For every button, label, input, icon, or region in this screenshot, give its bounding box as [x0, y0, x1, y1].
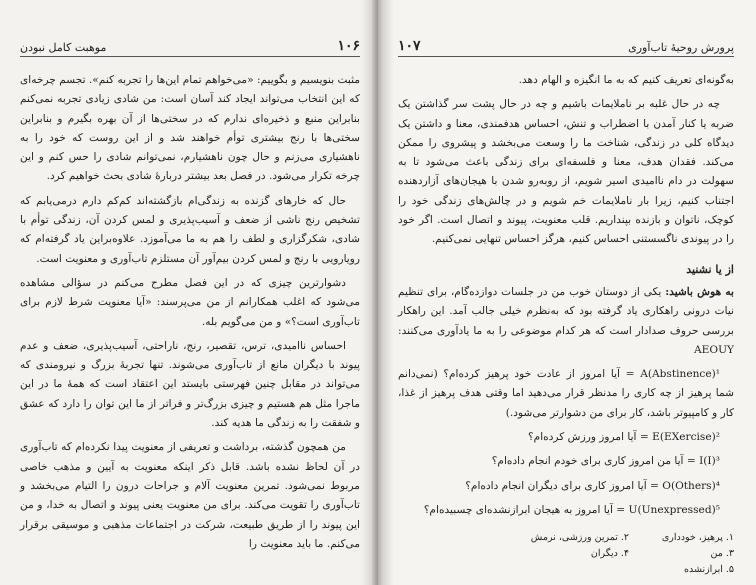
footnote-3: ۳. من	[710, 548, 734, 560]
section-paragraph-text: یکی از دوستان خوب من در جلسات دوازده‌گام، برای تنظیم نیات درونی راهکاری یاد گرفته بود که به‌نظرم خیلی جالب آمد. این راهکار بررسی حروف صدادار است که هر کدام موضوعی را به ما یادآوری می‌کنند: AEOUY	[398, 285, 734, 356]
right-paragraph-1: به‌گونه‌ای تعریف کنیم که به ما انگیزه و الهام دهد.	[518, 74, 734, 86]
left-page-body	[20, 71, 360, 554]
left-page-number: ۱۰۶	[337, 38, 360, 54]
right-running-header: پرورش روحیهٔ تاب‌آوری	[628, 41, 734, 54]
footnote-1: ۱. پرهیز، خودداری	[661, 532, 734, 544]
vowel-list-item-e: E(EXercise)² = آیا امروز ورزش کرده‌ام؟	[528, 431, 720, 444]
left-paragraph-3: دشوارترین چیزی که در این فصل مطرح می‌کنم در سؤالی مشاهده می‌شود که اغلب همکارانم از من می‌پرسند: «آیا معنویت شرط لازم برای تاب‌آوری است؟» و من می‌گویم بله.	[20, 276, 360, 328]
left-paragraph-2: حال که خارهای گزنده به زندگی‌ام بازگشته‌اند کم‌کم دارم درمی‌یابم که تشخیص رنج ناشی از ضعف و آسیب‌پذیری و لمس کردن آن، زندگی توأم با شادی، شکرگزاری و لطف را هم به ما می‌آموزد. علاوه‌براین یاد گرفته‌ام که رویارویی با رنج و لمس کردن بیم‌آور آن مستلزم تاب‌آوری و معنویت است.	[20, 194, 360, 265]
left-paragraph-5: من همچون گذشته، برداشت و تعریفی از معنویت پیدا نکرده‌ام که تاب‌آوری در آن لحاظ نشده باشد. قابل ذکر اینکه معنویت به آیین و مذهب خاصی مربوط نمی‌شود. تمرین معنویت آلام و جراحات درون را التیام می‌بخشد و تاب‌آوری را تقویت می‌کند. برای من معنویت یعنی پیوند و اتصال به خدا، و من این پیوند را از طریق طبیعت، شرکت در اجتماعات مذهبی و موسیقی برقرار می‌کنم. ما باید معنویت را	[20, 441, 360, 550]
section-title: از یا نشنید	[686, 262, 734, 276]
left-paragraph-1: مثبت بنویسیم و بگوییم: «می‌خواهم تمام این‌ها را تجربه کنم». تجسم چرخه‌ای که این انتخاب می‌تواند ایجاد کند آسان است: من شادی زیادی تجربه نمی‌کنم بنابراین منبع و ذخیره‌ای ندارم که در سختی‌ها از آن بهره بگیرم و بنابراین سختی‌ها با رنج بیشتری توأم خواهند شد و از این روست که خود را به ناهشیاری می‌زنم و حال چون ناهشیارم، نمی‌توانم شادی را حس کنم و این چرخه تکرار می‌شود. در فصل بعد بیشتر دربارهٔ شادی بحث خواهیم کرد.	[20, 74, 360, 183]
left-paragraph-4: احساس ناامیدی، ترس، تقصیر، رنج، ناراحتی، آسیب‌پذیری، ضعف و عدم پیوند با دیگران مانع از تاب‌آوری می‌شوند. تنها تجربهٔ بزرگ و نیرومندی که می‌تواند در مقابل چنین فهرستی بایستد این اعتقاد است که همهٔ ما در این ماجرا مثل هم هستیم و چیزی بزرگ‌تر و فراتر از ما این توان را دارد که عشق و شفقت را به زندگی ما هدیه کند.	[20, 339, 360, 430]
right-page-header	[398, 36, 734, 57]
right-page-number: ۱۰۷	[398, 38, 421, 54]
footnote-2: ۲. تمرین ورزشی، نرمش	[530, 532, 629, 544]
vowel-list-item-u: U(Unexpressed)⁵ = آیا امروز به هیجان ابرازنشده‌ای چسبیده‌ام؟	[423, 503, 720, 516]
page-shadow	[362, 0, 372, 585]
right-paragraph-2: چه در حال غلبه بر ناملایمات باشیم و چه در حال پشت سر گذاشتن یک ضربه یا کنار آمدن با اضطراب و تنش، احساس هدفمندی، معنا و داشتن یک دیدگاه کلی در زندگی، شناخت ما را وسعت می‌بخشد و پیشروی را ممکن می‌کند. فقدان هدف، معنا و فلسفه‌ای برای زندگی باعث می‌شود تا به سهولت در دام ناامیدی اسیر شویم، از روبه‌رو شدن با هیجان‌های آزاردهنده اجتناب کنیم، زیرا بار ناملایمات خم شویم و در چالش‌های زندگی خود را کوچک، ناتوان و بازنده بپنداریم. قلب معنویت، پیوند و اتصال است. اگر خود را در پیوندی ناگسستنی احساس کنیم، هرگز احساس تنهایی نمی‌کنیم.	[398, 98, 734, 246]
vowel-list-item-i: I(I)³ = آیا من امروز کاری برای خودم انجام داده‌ام؟	[491, 455, 720, 468]
right-page-body	[398, 71, 734, 520]
left-page	[0, 0, 372, 585]
left-page-header	[20, 36, 360, 57]
footnotes	[524, 530, 734, 578]
book-gutter	[372, 0, 384, 585]
right-page	[384, 0, 756, 585]
page-shadow	[384, 0, 394, 585]
section-lead: به هوش باشید:	[665, 285, 734, 298]
vowel-list-item-a: A(Abstinence)¹ = آیا امروز از عادت خود پرهیز کرده‌ام؟ (نمی‌دانم شما پرهیز از چه کاری را مدنظر قرار می‌دهید اما وقتی هدف پرهیز از غذا، کار و کامپیوتر باشد، کار برای من دشوارتر می‌شود.)	[398, 368, 734, 419]
vowel-list-item-o: O(Others)⁴ = آیا امروز کاری برای دیگران انجام داده‌ام؟	[465, 479, 720, 492]
footnote-5: ۵. ابرازنشده	[684, 564, 734, 576]
left-running-header: موهبت کامل نبودن	[20, 41, 107, 54]
section-paragraph	[398, 283, 734, 360]
footnote-4: ۴. دیگران	[590, 548, 629, 560]
